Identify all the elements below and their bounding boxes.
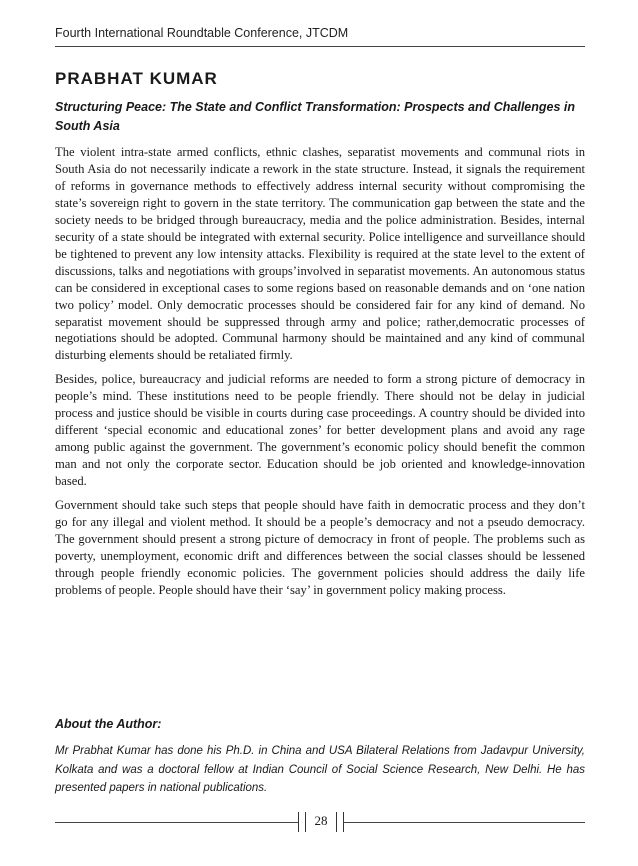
running-header: Fourth International Roundtable Conference, JTCDM <box>55 26 349 40</box>
page-number: 28 <box>314 813 328 828</box>
body-paragraph: Besides, police, bureaucracy and judicial reforms are needed to form a strong picture of democracy in people’s mind. These institutions need to be people friendly. There should not be delay in judicial process and justice should be visible in courts during case proceedings. A country should be divided into different ‘special economic and educational zones’ for better development plans and avoid any rage among public against the government. The government’s economic policy should benefit the common man and not only the corporate sector. Education should be job oriented and knowledge-innovation based. <box>55 372 585 489</box>
article-body <box>55 144 585 606</box>
author-name: PRABHAT KUMAR <box>55 69 218 88</box>
about-author-text: Mr Prabhat Kumar has done his Ph.D. in China and USA Bilateral Relations from Jadavpur University, Kolkata and was a doctoral fellow at Indian Council of Social Science Research, New Delhi. He has presented papers in national publications. <box>55 745 585 794</box>
header-divider <box>55 46 585 47</box>
about-author-heading: About the Author: <box>55 717 162 731</box>
body-paragraph: The violent intra-state armed conflicts, ethnic clashes, separatist movements and communal riots in South Asia do not necessarily indicate a rework in the state structure. Instead, it signals the requirement of reforms in governance methods to effectively address internal security without compromising the state’s sovereign right to govern in the state territory. The communication gap between the state and the society needs to be bridged through bureaucracy, media and the police administration. Besides, internal security of a state should be integrated with external security. Police intelligence and surveillance should be tightened to prevent any low intensity attacks. Flexibility is required at the state level to the extent of discussions, talks and negotiations with groups’involved in separatist movements. An autonomous status can be considered in exceptional cases to some regions based on reasonable demands and on ‘one nation two policy’ model. Only democratic processes should be considered fair for any kind of demand. No separatist movement should be suppressed through army and police; rather,democratic processes of negotiations should be adopted. Communal harmony should be maintained and any kind of communal disturbing elements should be retaliated firmly. <box>55 145 585 363</box>
body-paragraph: Government should take such steps that people should have faith in democratic process and they don’t go for any illegal and violent method. It should be a people’s democracy and not a pseudo democracy. The government should present a strong picture of democracy in front of people. The problems such as poverty, unemployment, economic drift and differences between the social classes should be lessened through people friendly economic policies. The government policies should address the daily life problems of people. People should have their ‘say’ in government policy making process. <box>55 498 585 597</box>
footer-divider-right <box>343 822 585 823</box>
footer-ornament-left <box>298 812 306 832</box>
footer-divider-left <box>55 822 299 823</box>
article-title: Structuring Peace: The State and Conflict Transformation: Prospects and Challenges in South Asia <box>55 100 576 133</box>
